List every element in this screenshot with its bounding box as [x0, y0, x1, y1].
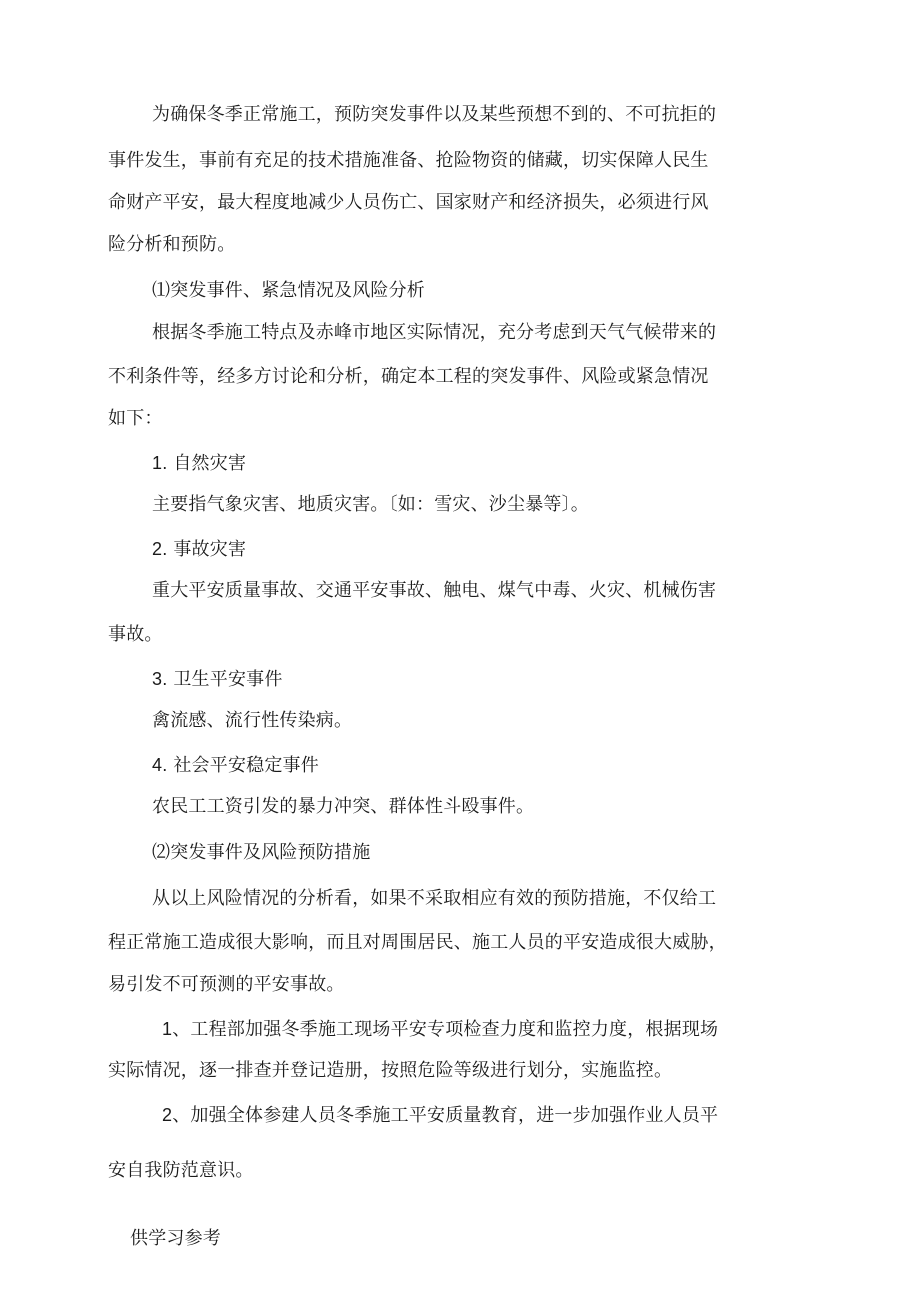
measure-1-number: 1	[162, 1019, 173, 1039]
item-3-desc: 禽流感、流行性传染病。	[152, 710, 353, 731]
measure-1-text: 、工程部加强冬季施工现场平安专项检查力度和监控力度，根据现场	[172, 1019, 719, 1040]
item-1-desc: 主要指气象灾害、地质灾害。〔如：雪灾、沙尘暴等〕。	[152, 494, 589, 515]
item-4-desc: 农民工工资引发的暴力冲突、群体性斗殴事件。	[152, 796, 535, 817]
item-4-number: 4.	[152, 755, 168, 775]
analysis-line-2: 不利条件等，经多方讨论和分析，确定本工程的突发事件、风险或紧急情况	[108, 366, 709, 387]
analysis-line-1: 根据冬季施工特点及赤峰市地区实际情况，充分考虑到天气气候带来的	[152, 322, 717, 343]
item-2-title: 事故灾害	[173, 539, 247, 560]
item-2-number: 2.	[152, 539, 168, 559]
measure-1-line-2: 实际情况，逐一排查并登记造册，按照危险等级进行划分，实施监控。	[108, 1060, 673, 1081]
intro-line-1: 为确保冬季正常施工，预防突发事件以及某些预想不到的、不可抗拒的	[152, 104, 717, 125]
item-4-title: 社会平安稳定事件	[173, 755, 319, 776]
measure-1-line-1	[162, 1018, 718, 1041]
measure-2-text: 、加强全体参建人员冬季施工平安质量教育，进一步加强作业人员平	[172, 1105, 719, 1126]
item-1-number: 1.	[152, 453, 168, 473]
item-2-heading	[152, 538, 246, 561]
item-2-desc-line-2: 事故。	[108, 624, 163, 645]
item-4-heading	[152, 754, 319, 777]
item-3-number: 3.	[152, 669, 168, 689]
intro-line-2: 事件发生，事前有充足的技术措施准备、抢险物资的储藏，切实保障人民生	[108, 150, 709, 171]
intro-line-4: 险分析和预防。	[108, 234, 236, 255]
prevention-line-1: 从以上风险情况的分析看，如果不采取相应有效的预防措施，不仅给工	[152, 888, 717, 909]
item-3-title: 卫生平安事件	[173, 669, 283, 690]
item-2-desc-line-1: 重大平安质量事故、交通平安事故、触电、煤气中毒、火灾、机械伤害	[152, 580, 717, 601]
footer-note: 供学习参考	[130, 1228, 221, 1249]
measure-2-line-1	[162, 1104, 718, 1127]
intro-line-3: 命财产平安，最大程度地减少人员伤亡、国家财产和经济损失，必须进行风	[108, 192, 709, 213]
section-2-heading: ⑵突发事件及风险预防措施	[152, 842, 371, 863]
measure-2-line-2: 安自我防范意识。	[108, 1160, 254, 1181]
prevention-line-3: 易引发不可预测的平安事故。	[108, 974, 345, 995]
item-1-title: 自然灾害	[173, 453, 247, 474]
analysis-line-3: 如下：	[108, 408, 163, 429]
item-1-heading	[152, 452, 246, 475]
item-3-heading	[152, 668, 283, 691]
measure-2-number: 2	[162, 1105, 173, 1125]
prevention-line-2: 程正常施工造成很大影响，而且对周围居民、施工人员的平安造成很大威胁，	[108, 932, 727, 953]
section-1-heading: ⑴突发事件、紧急情况及风险分析	[152, 280, 425, 301]
